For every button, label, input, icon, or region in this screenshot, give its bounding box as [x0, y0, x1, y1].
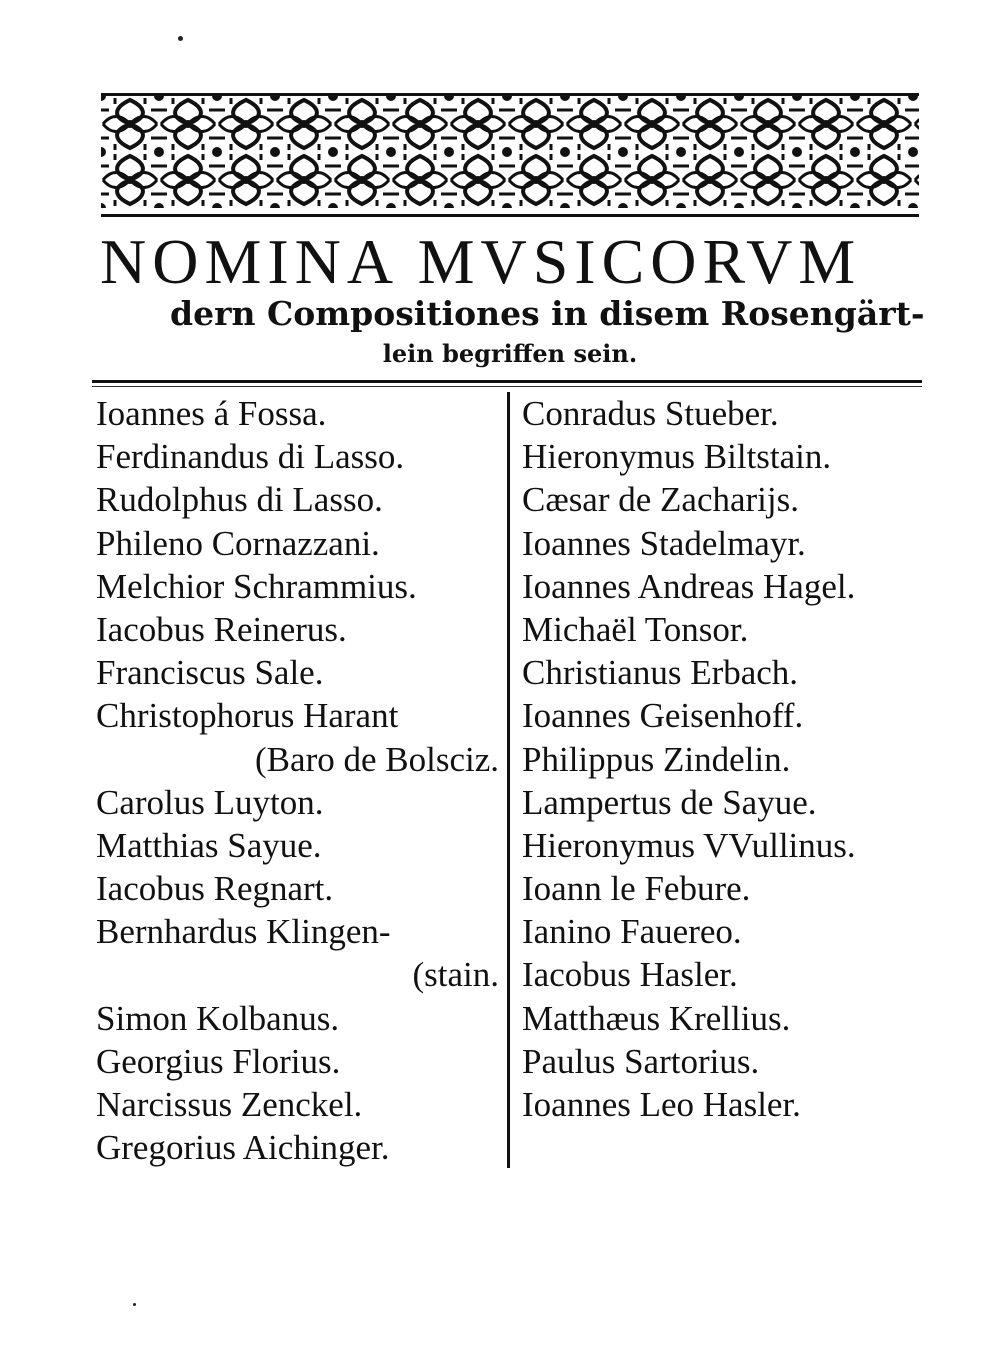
composer-name: Melchior Schrammius.	[96, 566, 417, 606]
composer-name: Rudolphus di Lasso.	[96, 480, 383, 520]
composer-list-left	[96, 392, 501, 1169]
composer-name: Iacobus Hasler.	[522, 955, 738, 995]
decorative-header-border	[101, 93, 919, 217]
composer-name: Philippus Zindelin.	[522, 739, 791, 779]
composer-name: Georgius Florius.	[96, 1041, 341, 1081]
composer-name: Bernhardus Klingen-	[96, 912, 391, 952]
horizontal-rule-thin	[92, 386, 922, 387]
composer-name: Michaël Tonsor.	[522, 609, 749, 649]
composer-name: Matthæus Krellius.	[522, 998, 791, 1038]
column-divider	[507, 392, 510, 1168]
composer-name: Ferdinandus di Lasso.	[96, 437, 405, 477]
subtitle-line-1: dern Compositiones in disem Rosengärt-	[170, 294, 925, 333]
composer-name: Ioannes á Fossa.	[96, 394, 327, 433]
composer-name: Christophorus Harant	[96, 696, 399, 736]
page-subtitle	[170, 294, 925, 374]
composer-name: Conradus Stueber.	[522, 394, 779, 433]
subtitle-line-2: lein begriffen sein.	[382, 339, 638, 368]
composer-name-continuation: (stain.	[412, 955, 499, 995]
composer-name: Paulus Sartorius.	[522, 1041, 760, 1081]
ink-speck	[133, 1303, 136, 1306]
composer-name: Narcissus Zenckel.	[96, 1085, 363, 1124]
ornament-pattern	[101, 96, 919, 208]
composer-name: Matthias Sayue.	[96, 825, 322, 865]
composer-name: Ioannes Leo Hasler.	[522, 1085, 801, 1124]
composer-name-continuation: (Baro de Bolsciz.	[255, 739, 499, 779]
composer-name: Ioannes Andreas Hagel.	[522, 566, 856, 606]
composer-name: Hieronymus VVullinus.	[522, 825, 856, 865]
page-title: NOMINA MVSICORVM	[100, 226, 862, 297]
composer-name: Ioann le Febure.	[522, 869, 751, 909]
composer-name: Hieronymus Biltstain.	[522, 437, 832, 477]
composer-name: Christianus Erbach.	[522, 653, 799, 693]
composer-name: Phileno Cornazzani.	[96, 523, 380, 563]
composer-name: Ioannes Geisenhoff.	[522, 696, 804, 736]
composer-name: Iacobus Regnart.	[96, 869, 334, 909]
composer-name: Ioannes Stadelmayr.	[522, 523, 806, 563]
composer-name: Franciscus Sale.	[96, 653, 324, 693]
composer-name: Simon Kolbanus.	[96, 998, 340, 1038]
composer-name: Ianino Fauereo.	[522, 912, 742, 952]
composer-list-right	[522, 392, 932, 1126]
composer-name: Cæsar de Zacharijs.	[522, 480, 799, 520]
composer-name: Lampertus de Sayue.	[522, 782, 817, 822]
ink-speck	[178, 36, 183, 41]
composer-name: Carolus Luyton.	[96, 782, 324, 822]
horizontal-rule	[92, 380, 922, 383]
composer-name: Gregorius Aichinger.	[96, 1128, 390, 1168]
composer-name: Iacobus Reinerus.	[96, 609, 347, 649]
